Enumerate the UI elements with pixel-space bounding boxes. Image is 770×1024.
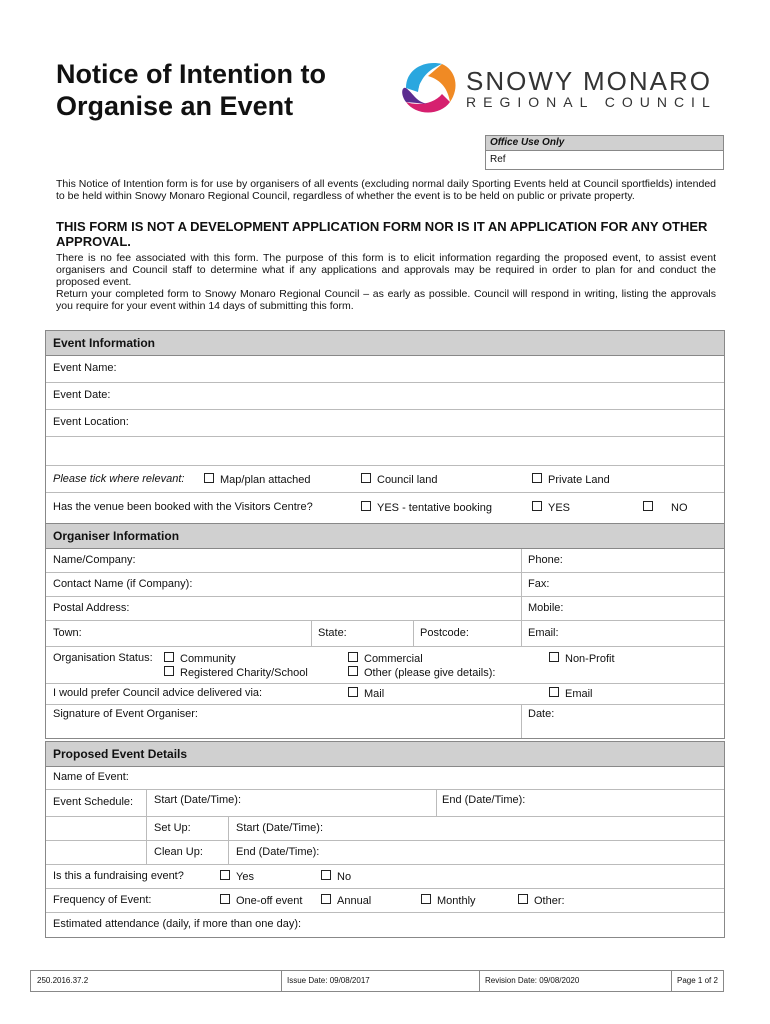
no-label: No xyxy=(337,871,352,883)
ref-field[interactable]: Ref xyxy=(486,150,723,169)
status-row xyxy=(46,647,724,684)
cleanup-row[interactable] xyxy=(46,841,724,865)
page-title xyxy=(56,58,326,122)
advice-label: I would prefer Council advice delivered via: xyxy=(53,687,263,699)
checkbox-icon xyxy=(532,501,542,511)
checkbox-icon xyxy=(518,894,528,904)
checkbox-icon xyxy=(348,666,358,676)
office-use-label: Office Use Only xyxy=(486,136,723,150)
name-company-row[interactable] xyxy=(46,549,724,573)
issue-date: Issue Date: 09/08/2017 xyxy=(287,976,370,985)
private-land-label: Private Land xyxy=(548,474,610,486)
tentative-checkbox[interactable] xyxy=(361,501,492,514)
checkbox-icon xyxy=(549,687,559,697)
checkbox-icon xyxy=(321,870,331,880)
fundraising-question: Is this a fundraising event? xyxy=(53,870,184,882)
checkbox-icon xyxy=(421,894,431,904)
event-date-row[interactable] xyxy=(46,383,724,410)
council-land-label: Council land xyxy=(377,474,438,486)
mail-label: Mail xyxy=(364,688,385,700)
event-location-row[interactable] xyxy=(46,410,724,437)
other-label: Other: xyxy=(534,895,565,907)
section-heading: Event Information xyxy=(46,331,724,356)
end-label: End (Date/Time): xyxy=(442,794,526,806)
event-name-row[interactable] xyxy=(46,767,724,790)
proposed-event-section xyxy=(45,741,725,938)
event-date-label: Event Date: xyxy=(53,389,111,401)
page-number: Page 1 of 2 xyxy=(677,976,718,985)
contact-name-label: Contact Name (if Company): xyxy=(53,578,193,590)
mail-checkbox[interactable] xyxy=(348,687,384,700)
yes-label: Yes xyxy=(236,871,254,883)
signature-label: Signature of Event Organiser: xyxy=(53,708,198,720)
setup-label: Set Up: xyxy=(154,822,191,834)
schedule-label: Event Schedule: xyxy=(53,796,134,808)
event-name-row[interactable] xyxy=(46,356,724,383)
name-of-event-label: Name of Event: xyxy=(53,771,129,783)
checkbox-icon xyxy=(532,473,542,483)
land-tick-row xyxy=(46,466,724,493)
nonprofit-checkbox[interactable] xyxy=(549,652,615,665)
fee-paragraph: There is no fee associated with this form. The purpose of this form is to elicit information regarding the proposed event, to assist event organisers and Council staff to determine what if any applications and approvals may be required in order to plan for and conduct the proposed event. xyxy=(56,252,716,288)
charity-checkbox[interactable] xyxy=(164,666,308,679)
yes-label: YES xyxy=(548,502,571,514)
schedule-row[interactable] xyxy=(46,790,724,817)
checkbox-icon xyxy=(220,870,230,880)
annual-checkbox[interactable] xyxy=(321,894,371,907)
checkbox-icon xyxy=(549,652,559,662)
signature-row[interactable] xyxy=(46,705,724,738)
monthly-label: Monthly xyxy=(437,895,476,907)
postcode-label: Postcode: xyxy=(420,627,469,639)
checkbox-icon xyxy=(348,652,358,662)
form-code: 250.2016.37.2 xyxy=(37,976,89,985)
venue-row xyxy=(46,493,724,523)
oneoff-label: One-off event xyxy=(236,895,303,907)
fundraising-yes-checkbox[interactable] xyxy=(220,870,254,883)
revision-date: Revision Date: 09/08/2020 xyxy=(485,976,580,985)
tick-label: Please tick where relevant: xyxy=(53,473,185,485)
map-label: Map/plan attached xyxy=(220,474,311,486)
checkbox-icon xyxy=(204,473,214,483)
oneoff-checkbox[interactable] xyxy=(220,894,302,907)
info-paragraph xyxy=(56,252,716,312)
page-footer xyxy=(30,970,724,992)
council-land-checkbox[interactable] xyxy=(361,473,438,486)
yes-checkbox[interactable] xyxy=(532,501,570,514)
frequency-row xyxy=(46,889,724,913)
postal-address-label: Postal Address: xyxy=(53,602,130,614)
advice-row xyxy=(46,684,724,705)
attendance-row[interactable] xyxy=(46,913,724,937)
other-checkbox[interactable] xyxy=(518,894,565,907)
event-location-row-2[interactable] xyxy=(46,437,724,466)
date-label: Date: xyxy=(528,708,555,720)
cleanup-label: Clean Up: xyxy=(154,846,203,858)
email-option-label: Email xyxy=(565,688,593,700)
community-checkbox[interactable] xyxy=(164,652,236,665)
logo-name: SNOWY MONARO xyxy=(466,66,712,96)
setup-start-label: Start (Date/Time): xyxy=(236,822,323,834)
private-land-checkbox[interactable] xyxy=(532,473,610,486)
checkbox-icon xyxy=(321,894,331,904)
event-name-label: Event Name: xyxy=(53,362,117,374)
event-information-section xyxy=(45,330,725,524)
map-checkbox[interactable] xyxy=(204,473,311,486)
fax-label: Fax: xyxy=(528,578,550,590)
frequency-label: Frequency of Event: xyxy=(53,894,152,906)
event-location-label: Event Location: xyxy=(53,416,129,428)
state-label: State: xyxy=(318,627,347,639)
checkbox-icon xyxy=(361,473,371,483)
cleanup-end-label: End (Date/Time): xyxy=(236,846,320,858)
checkbox-icon xyxy=(164,652,174,662)
annual-label: Annual xyxy=(337,895,372,907)
logo-subtitle: REGIONAL COUNCIL xyxy=(466,94,717,110)
fundraising-no-checkbox[interactable] xyxy=(321,870,351,883)
checkbox-icon xyxy=(643,501,653,511)
checkbox-icon xyxy=(164,666,174,676)
name-company-label: Name/Company: xyxy=(53,554,136,566)
return-paragraph: Return your completed form to Snowy Monaro Regional Council – as early as possible. Council will respond in writing, listing the approvals you require for your event within 14 days of submitting this form. xyxy=(56,288,716,312)
attendance-label: Estimated attendance (daily, if more than one day): xyxy=(53,918,302,930)
community-label: Community xyxy=(180,653,236,665)
checkbox-icon xyxy=(361,501,371,511)
section-heading: Proposed Event Details xyxy=(46,742,724,767)
commercial-checkbox[interactable] xyxy=(348,652,423,665)
checkbox-icon xyxy=(220,894,230,904)
town-row[interactable] xyxy=(46,621,724,647)
no-label: NO xyxy=(671,502,688,514)
no-checkbox[interactable] xyxy=(643,501,688,514)
venue-question: Has the venue been booked with the Visitors Centre? xyxy=(53,501,313,513)
nonprofit-label: Non-Profit xyxy=(565,653,615,665)
checkbox-icon xyxy=(348,687,358,697)
town-label: Town: xyxy=(53,627,82,639)
other-status-label: Other (please give details): xyxy=(364,667,496,679)
charity-label: Registered Charity/School xyxy=(180,667,308,679)
phone-label: Phone: xyxy=(528,554,563,566)
mobile-label: Mobile: xyxy=(528,602,564,614)
intro-text: This Notice of Intention form is for use by organisers of all events (excluding normal daily Sporting Events held at Council sportfields) intended to be held within Snowy Monaro Regional Council, regardless of whether the event is to be held on public or private property. xyxy=(56,178,716,202)
status-label: Organisation Status: xyxy=(53,652,153,664)
council-logo-icon xyxy=(398,58,460,116)
email-label: Email: xyxy=(528,627,559,639)
title-line-1: Notice of Intention to xyxy=(56,59,326,89)
fundraising-row xyxy=(46,865,724,889)
email-checkbox[interactable] xyxy=(549,687,593,700)
monthly-checkbox[interactable] xyxy=(421,894,476,907)
postal-row[interactable] xyxy=(46,597,724,621)
organiser-information-section xyxy=(45,523,725,739)
contact-row[interactable] xyxy=(46,573,724,597)
title-line-2: Organise an Event xyxy=(56,91,294,121)
not-da-notice: THIS FORM IS NOT A DEVELOPMENT APPLICATION FORM NOR IS IT AN APPLICATION FOR ANY OTHER APPROVAL. xyxy=(56,219,708,249)
commercial-label: Commercial xyxy=(364,653,423,665)
other-status-checkbox[interactable] xyxy=(348,666,495,679)
start-label: Start (Date/Time): xyxy=(154,794,241,806)
setup-row[interactable] xyxy=(46,817,724,841)
office-use-box xyxy=(485,135,724,170)
section-heading: Organiser Information xyxy=(46,524,724,549)
tentative-label: YES - tentative booking xyxy=(377,502,492,514)
